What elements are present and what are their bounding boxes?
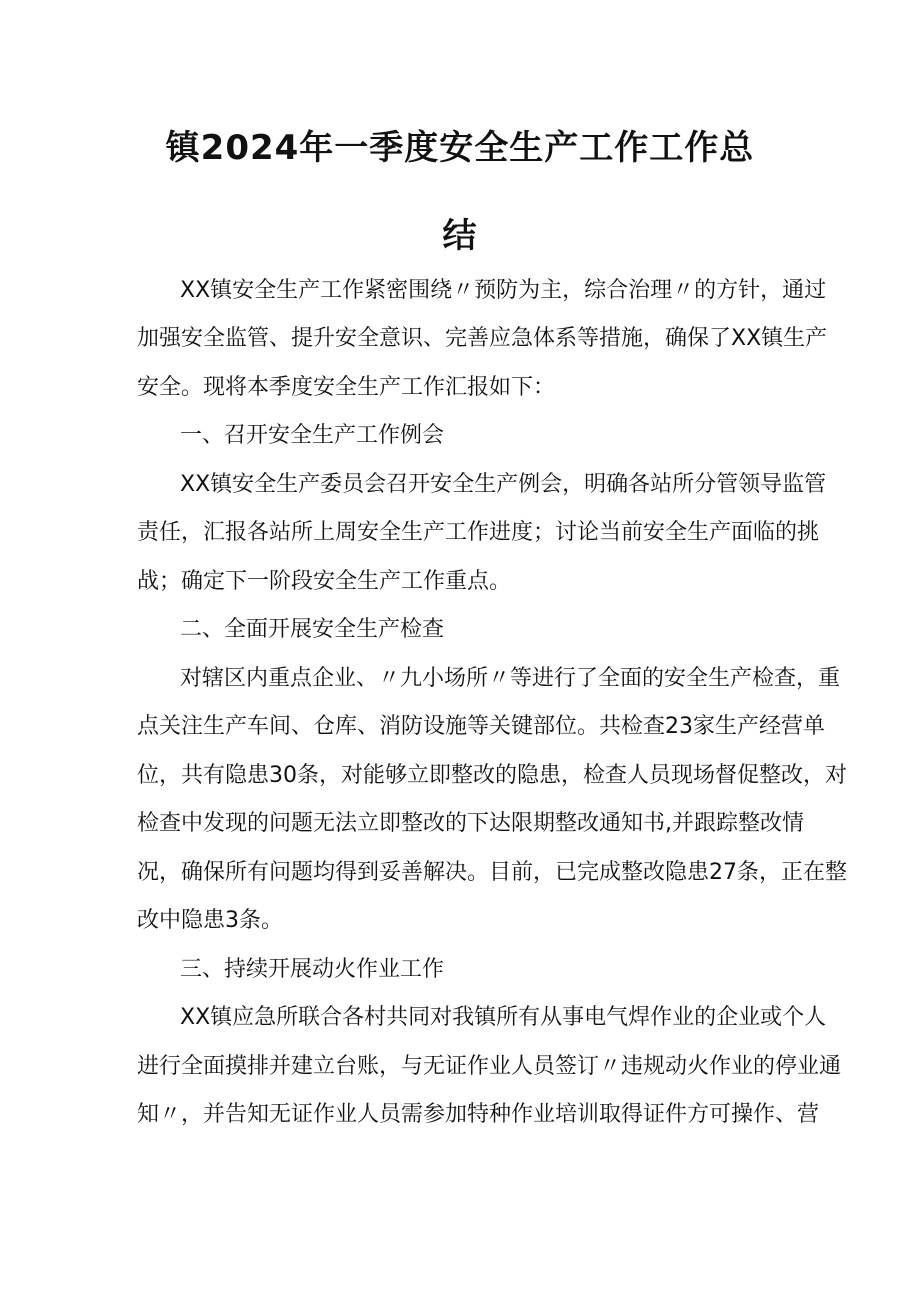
section3-heading: 三、持续开展动火作业工作 <box>180 957 445 982</box>
intro-line-2: 加强安全监管、提升安全意识、完善应急体系等措施，确保了XX镇生产 <box>137 326 828 351</box>
section3-line-3: 知〃，并告知无证作业人员需参加特种作业培训取得证件方可操作、营 <box>137 1102 820 1127</box>
section2-line-5: 况，确保所有问题均得到妥善解决。目前，已完成整改隐患27条，正在整 <box>137 860 847 885</box>
intro-line-3: 安全。现将本季度安全生产工作汇报如下： <box>137 375 556 400</box>
document-title-line-1: 镇2024年一季度安全生产工作工作总 <box>165 128 755 168</box>
section3-line-1: XX镇应急所联合各村共同对我镇所有从事电气焊作业的企业或个人 <box>180 1005 827 1030</box>
intro-line-1: XX镇安全生产工作紧密围绕〃预防为主，综合治理〃的方针，通过 <box>180 278 827 303</box>
section2-line-3: 位，共有隐患30条，对能够立即整改的隐患，检查人员现场督促整改，对 <box>137 763 847 788</box>
section3-line-2: 进行全面摸排并建立台账，与无证作业人员签订〃违规动火作业的停业通 <box>137 1054 842 1079</box>
section2-line-4: 检查中发现的问题无法立即整改的下达限期整改通知书,并跟踪整改情 <box>137 811 804 836</box>
section2-line-6: 改中隐患3条。 <box>137 908 283 933</box>
section1-line-2: 责任，汇报各站所上周安全生产工作进度；讨论当前安全生产面临的挑 <box>137 520 820 545</box>
section1-line-3: 战；确定下一阶段安全生产工作重点。 <box>137 569 512 594</box>
section1-line-1: XX镇安全生产委员会召开安全生产例会，明确各站所分管领导监管 <box>180 472 827 497</box>
document-title-line-2: 结 <box>442 216 478 256</box>
section1-heading: 一、召开安全生产工作例会 <box>180 423 445 448</box>
section2-heading: 二、全面开展安全生产检查 <box>180 617 445 642</box>
section2-line-1: 对辖区内重点企业、〃九小场所〃等进行了全面的安全生产检查，重 <box>180 666 841 691</box>
section2-line-2: 点关注生产车间、仓库、消防设施等关键部位。共检查23家生产经营单 <box>137 714 825 739</box>
